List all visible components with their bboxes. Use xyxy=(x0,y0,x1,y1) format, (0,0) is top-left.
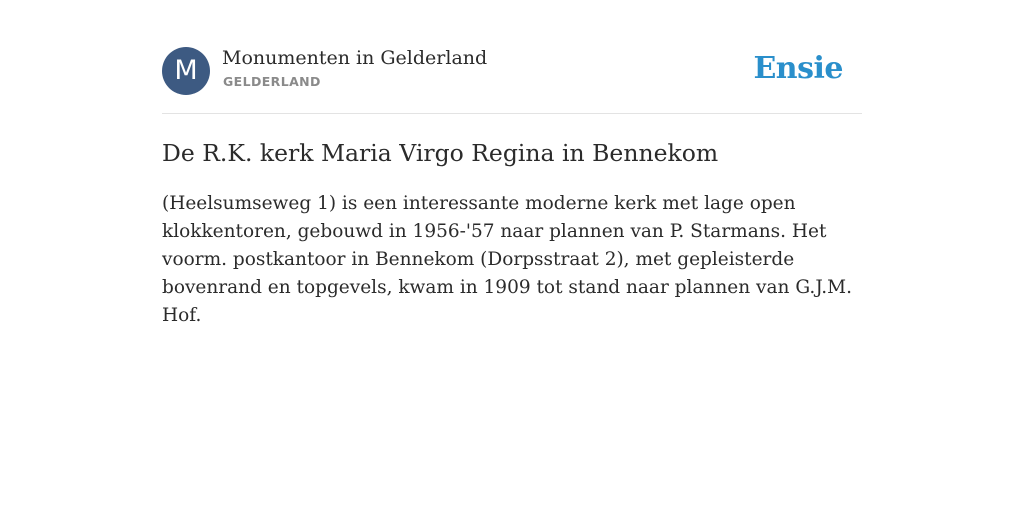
source-title[interactable]: Monumenten in Gelderland xyxy=(222,47,488,69)
source-avatar[interactable]: M xyxy=(162,47,210,95)
article-title: De R.K. kerk Maria Virgo Regina in Bennekom xyxy=(162,139,719,167)
article-body: (Heelsumseweg 1) is een interessante moderne kerk met lage open klokkentoren, gebouwd in 1956-'57 naar plannen van P. Starmans. Het voorm. postkantoor in Bennekom (Dorpsstraat 2), met gepleisterde bovenrand en topgevels, kwam in 1909 tot stand naar plannen van G.J.M. Hof. xyxy=(162,193,853,326)
brand-logo[interactable]: Ensie xyxy=(753,51,843,86)
source-header xyxy=(162,0,862,114)
source-subtitle[interactable]: GELDERLAND xyxy=(223,74,321,89)
content-card xyxy=(162,0,862,326)
